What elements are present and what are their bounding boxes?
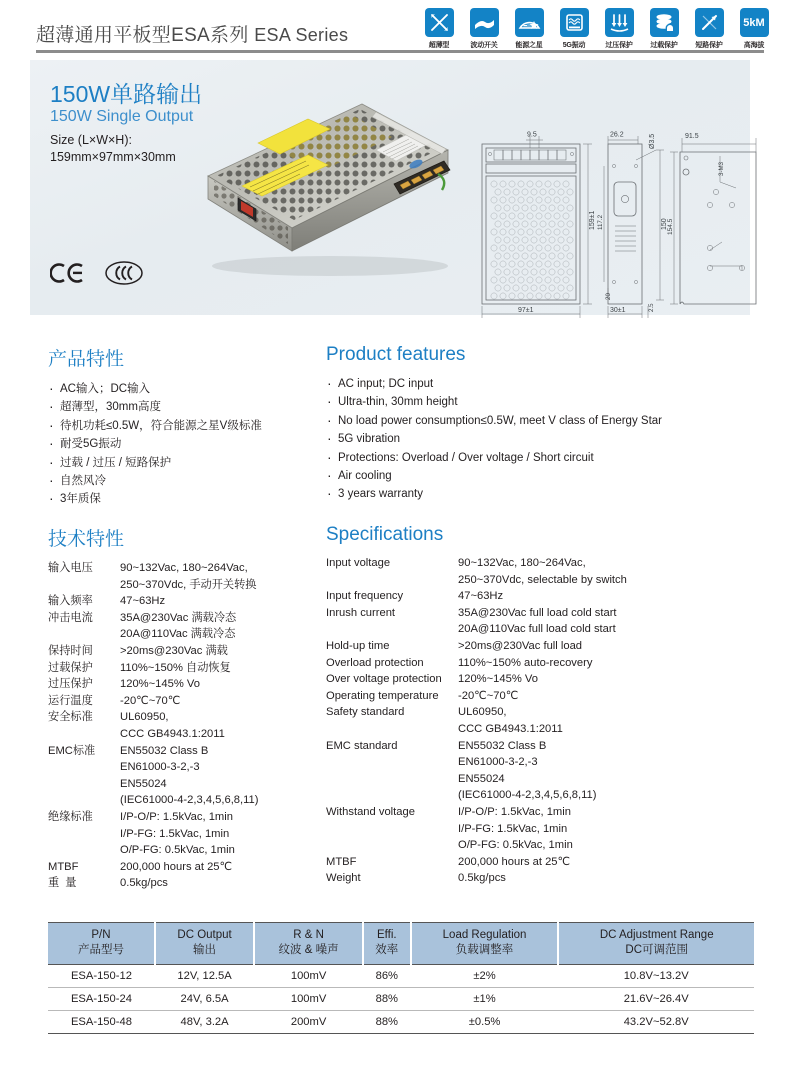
specifications-list-en (326, 555, 766, 887)
spec-value: -20℃~70℃ (120, 694, 181, 707)
feature-item: · 3年质保 (48, 490, 320, 508)
spec-value: 47~63Hz (458, 590, 504, 603)
spec-value: 35A@230Vac 满载冷态 20A@110Vac 满载冷态 (120, 611, 237, 641)
ultra-thin-icon (425, 8, 454, 37)
rocker-switch-icon (470, 8, 499, 37)
spec-label: EMC standard (326, 739, 398, 752)
spec-value: 200,000 hours at 25℃ (120, 860, 233, 873)
feature-item: · 耐受5G振动 (48, 435, 320, 453)
features-english (326, 344, 766, 504)
table-cell: 100mV (254, 965, 363, 988)
dim-26-2: 26.2 (610, 131, 624, 139)
spec-label: Inrush current (326, 606, 396, 619)
table-cell: 88% (363, 1011, 411, 1034)
table-cell: 24V, 6.5A (155, 988, 254, 1011)
spec-value: 200,000 hours at 25℃ (458, 855, 571, 868)
spec-row (48, 809, 320, 859)
spec-label: Input voltage (326, 557, 391, 569)
spec-value: UL60950, CCC GB4943.1:2011 (458, 706, 563, 735)
table-cell: 48V, 3.2A (155, 1011, 254, 1034)
model-table (48, 922, 754, 1034)
feature-icon-label: 5G振动 (562, 42, 586, 49)
table-cell: 43.2V~52.8V (558, 1011, 754, 1034)
features-heading-cn: 产品特性 (48, 349, 125, 370)
table-row (48, 965, 754, 988)
dim-dia-3-5: Ø3.5 (649, 133, 656, 149)
spec-value: 110%~150% 自动恢复 (120, 661, 231, 674)
spec-value: 0.5kg/pcs (120, 877, 168, 890)
spec-label: Input frequency (326, 590, 404, 603)
spec-row (48, 743, 320, 809)
feature-icon-label: 高海拔 (743, 42, 765, 49)
dim-30: 30±1 (610, 307, 626, 314)
table-cell: ESA-150-48 (48, 1011, 155, 1034)
table-cell: ±0.5% (411, 1011, 559, 1034)
table-cell: 200mV (254, 1011, 363, 1034)
feature-icon-label: 波动开关 (470, 42, 498, 49)
spec-label: EMC标准 (48, 744, 96, 757)
feature-icon-label: 短路保护 (695, 42, 723, 49)
spec-label: Safety standard (326, 706, 405, 719)
vibration-5g-icon (560, 8, 589, 37)
spec-label: 保持时间 (48, 644, 93, 657)
features-list-en (326, 375, 766, 504)
feature-item: · Air cooling (326, 467, 766, 485)
dim-159: 159±1 (589, 210, 596, 230)
feature-icon-cell-3 (556, 8, 592, 50)
spec-label: 过压保护 (48, 678, 93, 691)
table-cell: 12V, 12.5A (155, 965, 254, 988)
size-value: 159mm×97mm×30mm (50, 150, 176, 164)
spec-row (326, 854, 766, 871)
feature-icon-label: 超薄型 (428, 42, 450, 49)
table-cell: ±2% (411, 965, 559, 988)
page-header (0, 0, 800, 52)
spec-row (326, 804, 766, 854)
spec-value: 47~63Hz (120, 595, 166, 608)
spec-row (326, 671, 766, 688)
table-cell: ±1% (411, 988, 559, 1011)
product-title-en: 150W Single Output (50, 108, 194, 125)
ccc-mark-icon (104, 260, 144, 286)
spec-label: Withstand voltage (326, 805, 415, 818)
feature-icon-cell-0 (421, 8, 457, 50)
spec-value: UL60950, CCC GB4943.1:2011 (120, 711, 225, 740)
spec-row (326, 555, 766, 588)
feature-icon-label: 过压保护 (605, 42, 633, 49)
spec-label: Hold-up time (326, 639, 390, 652)
over-voltage-protection-icon (605, 8, 634, 37)
spec-row (48, 709, 320, 742)
feature-item: · AC input; DC input (326, 375, 766, 393)
spec-row (326, 688, 766, 705)
spec-value: I/P-O/P: 1.5kVac, 1min I/P-FG: 1.5kVac, 1min O/P-FG: 0.5kVac, 1min (458, 805, 573, 852)
model-table-head (48, 923, 754, 965)
feature-item: · Ultra-thin, 30mm height (326, 393, 766, 411)
spec-value: 0.5kg/pcs (458, 872, 506, 885)
specifications-chinese (48, 524, 320, 892)
feature-item: · 超薄型，30mm高度 (48, 398, 320, 416)
technical-drawing (470, 130, 775, 340)
feature-item: · 过载 / 过压 / 短路保护 (48, 454, 320, 472)
page-title (36, 20, 348, 47)
spec-label: 过载保护 (48, 661, 93, 674)
spec-label: MTBF (48, 860, 79, 873)
table-cell: 10.8V~13.2V (558, 965, 754, 988)
dim-3-m3: 3-M3 (718, 161, 725, 176)
features-chinese (48, 344, 320, 509)
model-table-col-header-2: R & N 纹波 & 噪声 (254, 923, 363, 965)
model-table-col-header-5: DC Adjustment Range DC可调范围 (558, 923, 754, 965)
product-photo (180, 88, 470, 288)
model-table-col-header-1: DC Output 输出 (155, 923, 254, 965)
spec-row (48, 676, 320, 693)
spec-row (48, 593, 320, 610)
spec-row (326, 605, 766, 638)
spec-label: 输入频率 (48, 595, 93, 608)
spec-label: MTBF (326, 855, 357, 868)
page-title-cn: 超薄通用平板型ESA系列 (36, 25, 249, 46)
dim-91-5: 91.5 (685, 133, 699, 140)
page-title-en: ESA Series (254, 25, 349, 45)
feature-item: · Protections: Overload / Over voltage / Short circuit (326, 449, 766, 467)
specifications-english (326, 524, 766, 887)
model-table-body (48, 965, 754, 1034)
spec-row (326, 738, 766, 804)
spec-value: 90~132Vac, 180~264Vac, 250~370Vdc, selectable by switch (458, 557, 627, 586)
feature-icon-label: 过载保护 (650, 42, 678, 49)
spec-row (48, 610, 320, 643)
short-circuit-protection-icon (695, 8, 724, 37)
table-cell: 21.6V~26.4V (558, 988, 754, 1011)
spec-row (326, 588, 766, 605)
spec-row (326, 870, 766, 887)
table-cell: 86% (363, 965, 411, 988)
dim-150: 150 (661, 218, 668, 230)
feature-icon-cell-7 (736, 8, 772, 50)
spec-row (326, 655, 766, 672)
spec-label: 重量 (48, 877, 83, 890)
model-table-col-header-3: Effi. 效率 (363, 923, 411, 965)
feature-icon-cell-6 (691, 8, 727, 50)
spec-row (48, 859, 320, 876)
spec-label: 运行温度 (48, 694, 93, 707)
spec-label: Overload protection (326, 656, 424, 669)
spec-label: 冲击电流 (48, 611, 93, 624)
spec-row (48, 643, 320, 660)
spec-value: 110%~150% auto-recovery (458, 656, 593, 669)
model-table-col-header-0: P/N 产品型号 (48, 923, 155, 965)
feature-icon-cell-5 (646, 8, 682, 50)
spec-row (48, 875, 320, 892)
dim-2-5: 2.5 (648, 303, 655, 312)
spec-value: EN55032 Class B EN61000-3-2,-3 EN55024 (IEC61000-4-2,3,4,5,6,8,11) (458, 739, 597, 802)
feature-item: · 待机功耗≤0.5W，符合能源之星V级标准 (48, 417, 320, 435)
specifications-heading-cn: 技术特性 (48, 529, 125, 550)
spec-row (48, 693, 320, 710)
model-table-col-header-4: Load Regulation 负载调整率 (411, 923, 559, 965)
spec-label: Operating temperature (326, 689, 439, 702)
specifications-heading-en: Specifications (326, 524, 444, 545)
dim-117-2: 117.2 (597, 214, 604, 230)
product-banner (30, 60, 750, 315)
spec-row (48, 560, 320, 593)
spec-label: 绝缘标准 (48, 810, 93, 823)
features-heading-en: Product features (326, 344, 466, 365)
product-title-cn: 150W单路输出 (50, 81, 203, 107)
spec-row (48, 660, 320, 677)
spec-value: I/P-O/P: 1.5kVac, 1min I/P-FG: 1.5kVac, 1min O/P-FG: 0.5kVac, 1min (120, 810, 235, 857)
table-row (48, 988, 754, 1011)
product-size (50, 132, 176, 166)
energy-star-icon (515, 8, 544, 37)
spec-label: 安全标准 (48, 711, 93, 724)
feature-icon-row (421, 8, 772, 50)
feature-icon-cell-4 (601, 8, 637, 50)
spec-value: EN55032 Class B EN61000-3-2,-3 EN55024 (IEC61000-4-2,3,4,5,6,8,11) (120, 744, 259, 807)
ce-mark-icon (50, 262, 90, 284)
spec-value: 120%~145% Vo (120, 678, 200, 691)
model-table-header-row (48, 923, 754, 965)
feature-item: · 5G vibration (326, 430, 766, 448)
specifications-list-cn (48, 560, 320, 892)
feature-icon-label: 能源之星 (515, 42, 543, 49)
feature-icon-cell-1 (466, 8, 502, 50)
spec-value: >20ms@230Vac 满载 (120, 644, 228, 657)
overload-protection-icon (650, 8, 679, 37)
spec-value: >20ms@230Vac full load (458, 639, 583, 652)
spec-label: Over voltage protection (326, 673, 442, 686)
table-cell: ESA-150-24 (48, 988, 155, 1011)
spec-label: Weight (326, 872, 361, 885)
features-list-cn (48, 380, 320, 509)
spec-row (326, 704, 766, 737)
high-altitude-icon: 5kM (740, 8, 769, 37)
dim-154-5: 154.5 (667, 218, 674, 235)
dim-20: 20 (605, 293, 612, 300)
spec-value: 120%~145% Vo (458, 673, 538, 686)
dim-9-5: 9.5 (527, 131, 537, 139)
table-cell: 88% (363, 988, 411, 1011)
table-row (48, 1011, 754, 1034)
table-cell: 100mV (254, 988, 363, 1011)
spec-value: -20℃~70℃ (458, 689, 519, 702)
spec-label: 输入电压 (48, 562, 93, 574)
feature-item: · No load power consumption≤0.5W, meet V class of Energy Star (326, 412, 766, 430)
feature-item: · 自然风冷 (48, 472, 320, 490)
dim-97: 97±1 (518, 307, 534, 314)
spec-value: 90~132Vac, 180~264Vac, 250~370Vdc, 手动开关转换 (120, 562, 257, 591)
spec-row (326, 638, 766, 655)
certification-marks (50, 260, 144, 286)
feature-icon-cell-2 (511, 8, 547, 50)
feature-item: · AC输入；DC输入 (48, 380, 320, 398)
size-label: Size (L×W×H): (50, 133, 132, 147)
header-divider (36, 50, 764, 53)
feature-item: · 3 years warranty (326, 485, 766, 503)
spec-value: 35A@230Vac full load cold start 20A@110Vac full load cold start (458, 606, 617, 636)
table-cell: ESA-150-12 (48, 965, 155, 988)
